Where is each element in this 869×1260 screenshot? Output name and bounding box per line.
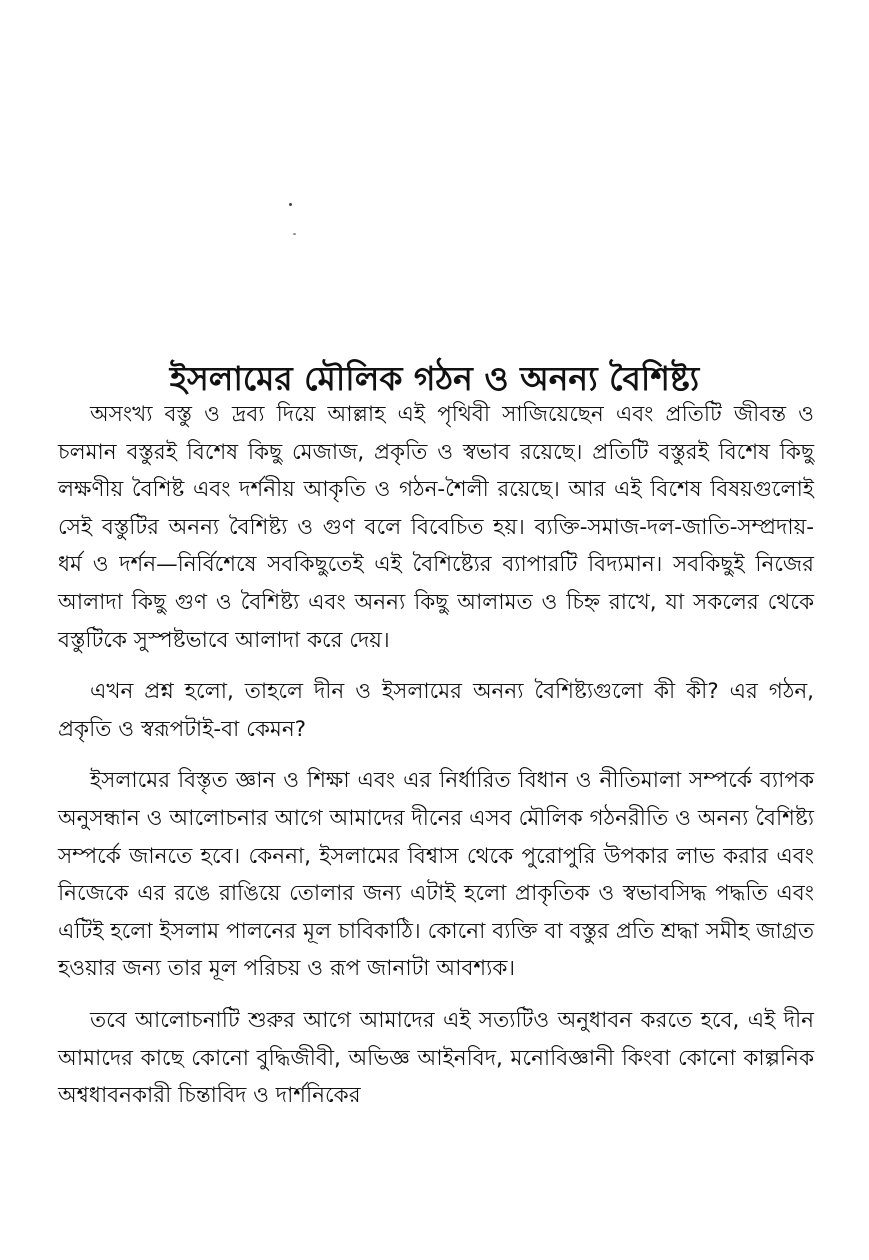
chapter-body	[58, 396, 814, 1115]
paragraph: অসংখ্য বস্তু ও দ্রব্য দিয়ে আল্লাহ এই পৃথিবী সাজিয়েছেন এবং প্রতিটি জীবন্ত ও চলমান বস্তুরই বিশেষ কিছু মেজাজ, প্রকৃতি ও স্বভাব রয়েছে। প্রতিটি বস্তুরই বিশেষ কিছু লক্ষণীয় বৈশিষ্ট এবং দর্শনীয় আকৃতি ও গঠন-শৈলী রয়েছে। আর এই বিশেষ বিষয়গুলোই সেই বস্তুটির অনন্য বৈশিষ্ট্য ও গুণ বলে বিবেচিত হয়। ব্যক্তি-সমাজ-দল-জাতি-সম্প্রদায়- ধর্ম ও দর্শন—নির্বিশেষে সবকিছুতেই এই বৈশিষ্ট্যের ব্যাপারটি বিদ্যমান। সবকিছুই নিজের আলাদা কিছু গুণ ও বৈশিষ্ট্য এবং অনন্য কিছু আলামত ও চিহ্ন রাখে, যা সকলের থেকে বস্তুটিকে সুস্পষ্টভাবে আলাদা করে দেয়।	[58, 402, 814, 653]
print-speck	[289, 203, 292, 206]
paragraph: এখন প্রশ্ন হলো, তাহলে দীন ও ইসলামের অনন্য বৈশিষ্ট্যগুলো কী কী? এর গঠন, প্রকৃতি ও স্বরূপটাই-বা কেমন?	[58, 679, 814, 742]
chapter-title: ইসলামের মৌলিক গঠন ও অনন্য বৈশিষ্ট্য	[169, 359, 700, 399]
paragraph: তবে আলোচনাটি শুরুর আগে আমাদের এই সত্যটিও অনুধাবন করতে হবে, এই দীন আমাদের কাছে কোনো বুদ্ধিজীবী, অভিজ্ঞ আইনবিদ, মনোবিজ্ঞানী কিংবা কোনো কাল্পনিক অশ্বধাবনকারী চিন্তাবিদ ও দার্শনিকের	[58, 1007, 814, 1109]
paragraph: ইসলামের বিস্তৃত জ্ঞান ও শিক্ষা এবং এর নির্ধারিত বিধান ও নীতিমালা সম্পর্কে ব্যাপক অনুসন্ধান ও আলোচনার আগে আমাদের দীনের এসব মৌলিক গঠনরীতি ও অনন্য বৈশিষ্ট্য সম্পর্কে জানতে হবে। কেননা, ইসলামের বিশ্বাস থেকে পুরোপুরি উপকার লাভ করার এবং নিজেকে এর রঙে রাঙিয়ে তোলার জন্য এটাই হলো প্রাকৃতিক ও স্বভাবসিদ্ধ পদ্ধতি এবং এটিই হলো ইসলাম পালনের মূল চাবিকাঠি। কোনো ব্যক্তি বা বস্তুর প্রতি শ্রদ্ধা সমীহ জাগ্রত হওয়ার জন্য তার মূল পরিচয় ও রূপ জানাটা আবশ্যক।	[58, 768, 814, 982]
print-speck	[293, 233, 296, 235]
